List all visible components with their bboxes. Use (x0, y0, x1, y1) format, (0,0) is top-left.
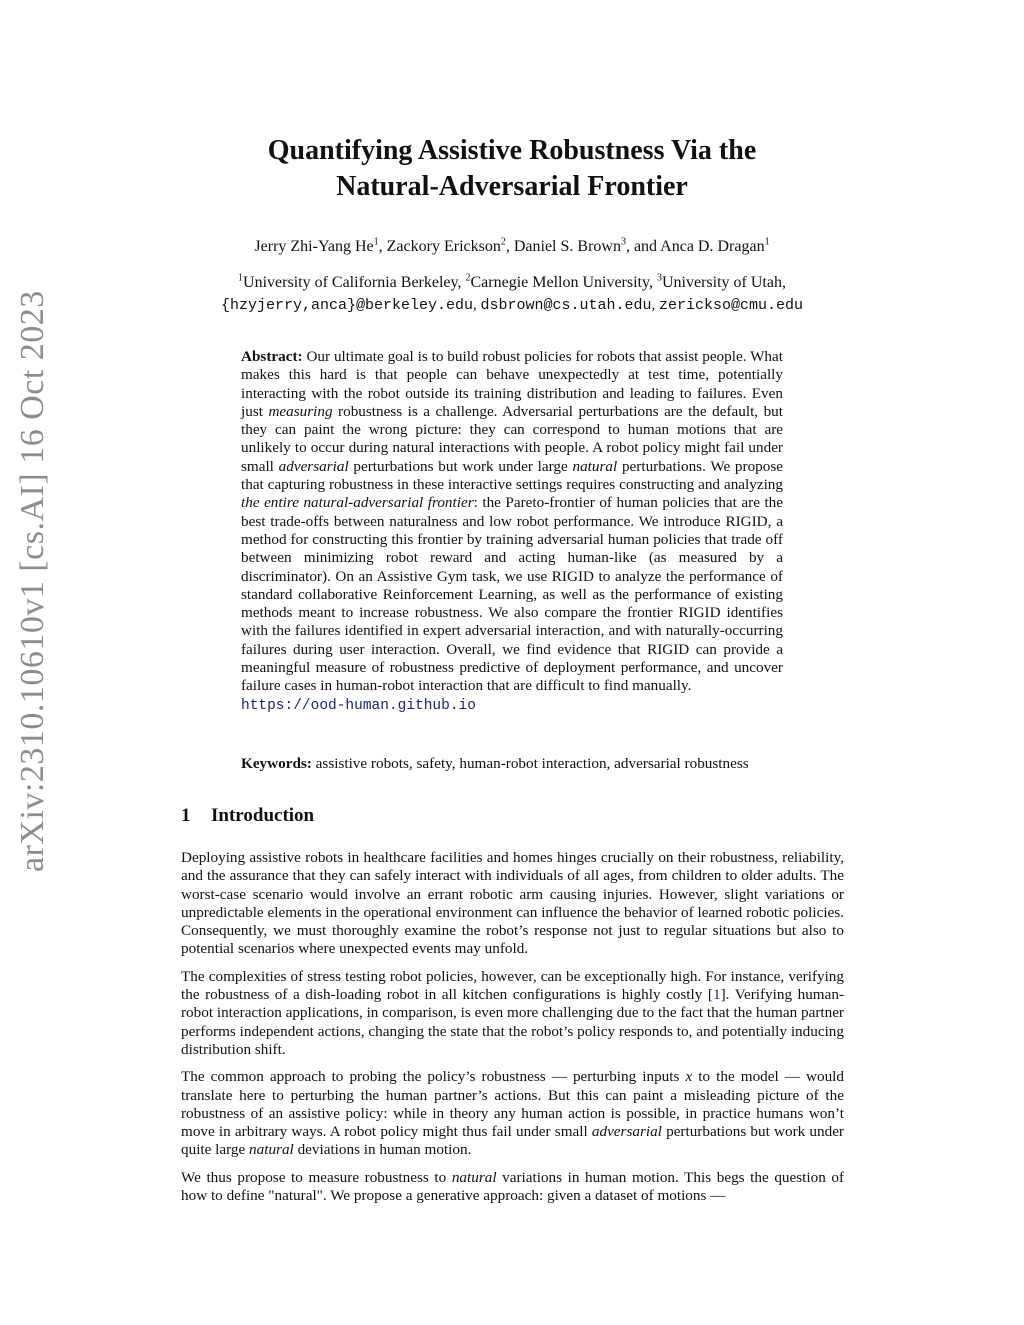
affil-marker: 2 (465, 272, 471, 284)
abstract-text: perturbations. We propose that capturing robustness in these interactive settings requires constructing and analyzing (241, 457, 784, 494)
paragraph-text: to the model — would translate here to perturbing the human partner’s actions. But this can paint a misleading picture of the robustness of an assistive policy: while in theory any human action is possible, in practice humans won’t move in arbitrary ways. A robot policy might thus fail under small (181, 1068, 844, 1141)
keywords (241, 755, 801, 773)
title-line-1: Quantifying Assistive Robustness Via the (267, 135, 757, 166)
author-affil-marker: 3 (620, 236, 626, 248)
paragraph (181, 1068, 844, 1159)
arxiv-side-stamp: arXiv:2310.10610v1 [cs.AI] 16 Oct 2023 (14, 290, 51, 872)
email-address[interactable]: zerickso@cmu.edu (659, 297, 804, 314)
paragraph-text: perturbations but work under quite large (181, 1123, 844, 1159)
keywords-text: assistive robots, safety, human-robot interaction, adversarial robustness (315, 755, 749, 772)
author-affil-marker: 1 (373, 236, 379, 248)
affil-separator: , (781, 274, 786, 291)
project-link[interactable]: https://ood-human.github.io (241, 697, 476, 714)
paragraph (181, 849, 844, 959)
section-heading-introduction (181, 805, 314, 827)
title-line-2: Natural-Adversarial Frontier (336, 171, 688, 202)
paper-title (180, 133, 844, 205)
paragraph-text: deviations in human motion. (297, 1141, 472, 1159)
paragraph-text: variations in human motion. This begs the question of how to define "natural". We propose a generative approach: given a dataset of motions — (181, 1168, 845, 1205)
paragraph-text: Deploying assistive robots in healthcare facilities and homes hinges crucially on their robustness, reliability, and the assurance that they can safely interact with individuals of all ages, from children to older adults. The worst-case scenario would involve an errant robotic arm causing injuries. However, slight variations or unpredictable elements in the operational environment can influence the behavior of learned robotic policies. Consequently, we must thoroughly examine the robot’s response not just to regular situations but also to potential scenarios where unexpected events may unfold. (181, 849, 844, 958)
introduction-body (181, 849, 844, 1214)
paragraph-text: The common approach to probing the policy’s robustness — perturbing inputs (181, 1068, 680, 1086)
paragraph-emphasis: natural (249, 1141, 294, 1159)
math-variable: x (685, 1068, 693, 1086)
author-separator: , and (625, 238, 661, 255)
affil-marker: 3 (656, 272, 662, 284)
affiliation-list (180, 273, 844, 293)
author-affil-marker: 1 (764, 236, 770, 248)
affiliation: Carnegie Mellon University (470, 274, 649, 291)
paragraph-text: ]. Verifying human-robot interaction applications, in comparison, is even more challenging due to the fact that the human partner performs independent actions, changing the state that the robot’s policy responds to, and potentially inducing distribution shift. (181, 986, 845, 1058)
author-name: Jerry Zhi-Yang He (254, 238, 374, 255)
author-affil-marker: 2 (500, 236, 506, 248)
affiliation: University of Utah (661, 274, 782, 291)
abstract-emphasis: measuring (268, 402, 333, 420)
author-separator: , (505, 238, 514, 255)
affiliation: University of California Berkeley (243, 274, 458, 291)
paragraph-emphasis: adversarial (591, 1123, 662, 1141)
paragraph (181, 1169, 844, 1206)
abstract-text: perturbations but work under large (353, 457, 568, 475)
author-name: Daniel S. Brown (513, 238, 621, 255)
affil-separator: , (457, 274, 466, 291)
section-number: 1 (181, 805, 191, 826)
abstract-text: : the Pareto-frontier of human policies that are the best trade-offs between naturalness and low robot performance. We introduce RIGID, a method for constructing this frontier by training adversarial human policies that trade off between minimizing robot reward and acting human-like (as measured by a discriminator). On an Assistive Gym task, we use RIGID to analyze the performance of standard collaborative Reinforcement Learning, as well as the performance of existing methods meant to increase robustness. We also compare the frontier RIGID identifies with the failures identified in expert adversarial interaction, and with naturally-occurring failures during user interaction. Overall, we find evidence that RIGID can provide a meaningful measure of robustness predictive of deployment performance, and uncover failure cases in human-robot interaction that are difficult to find manually. (241, 494, 784, 695)
paragraph-text: We thus propose to measure robustness to (181, 1168, 447, 1186)
abstract-emphasis: adversarial (278, 457, 349, 475)
abstract-emphasis: the entire natural-adversarial frontier (241, 494, 474, 512)
keywords-label: Keywords: (241, 755, 312, 772)
author-name: Zackory Erickson (386, 238, 501, 255)
abstract (241, 348, 783, 715)
abstract-emphasis: natural (572, 457, 618, 475)
author-name: Anca D. Dragan (660, 238, 765, 255)
citation-link[interactable]: 1 (712, 986, 721, 1004)
email-list: {hzyjerry,anca}@berkeley.edu, dsbrown@cs.utah.edu, zerickso@cmu.edu (220, 297, 804, 314)
email-address[interactable]: dsbrown@cs.utah.edu (480, 297, 652, 314)
paragraph-text: The complexities of stress testing robot policies, however, can be exceptionally high. For instance, verifying the robustness of a dish-loading robot in all kitchen configurations is highly costly [ (181, 967, 844, 1004)
email-address[interactable]: {hzyjerry,anca}@berkeley.edu (220, 297, 473, 314)
paragraph-emphasis: natural (451, 1168, 497, 1186)
paragraph (181, 968, 844, 1059)
abstract-text: robustness is a challenge. Adversarial perturbations are the default, but they can paint the wrong picture: they can correspond to human motions that are unlikely to occur during natural interactions with people. A robot policy might fail under small (241, 402, 783, 475)
section-title: Introduction (211, 805, 315, 826)
affil-separator: , (648, 274, 657, 291)
abstract-label: Abstract: (241, 348, 303, 365)
author-list (180, 237, 844, 257)
author-separator: , (378, 238, 387, 255)
affil-marker: 1 (238, 272, 244, 284)
abstract-text: Our ultimate goal is to build robust policies for robots that assist people. What makes this hard is that people can behave unexpectedly at test time, potentially interacting with the robot outside its training distribution and leading to failures. Even just (241, 348, 783, 420)
